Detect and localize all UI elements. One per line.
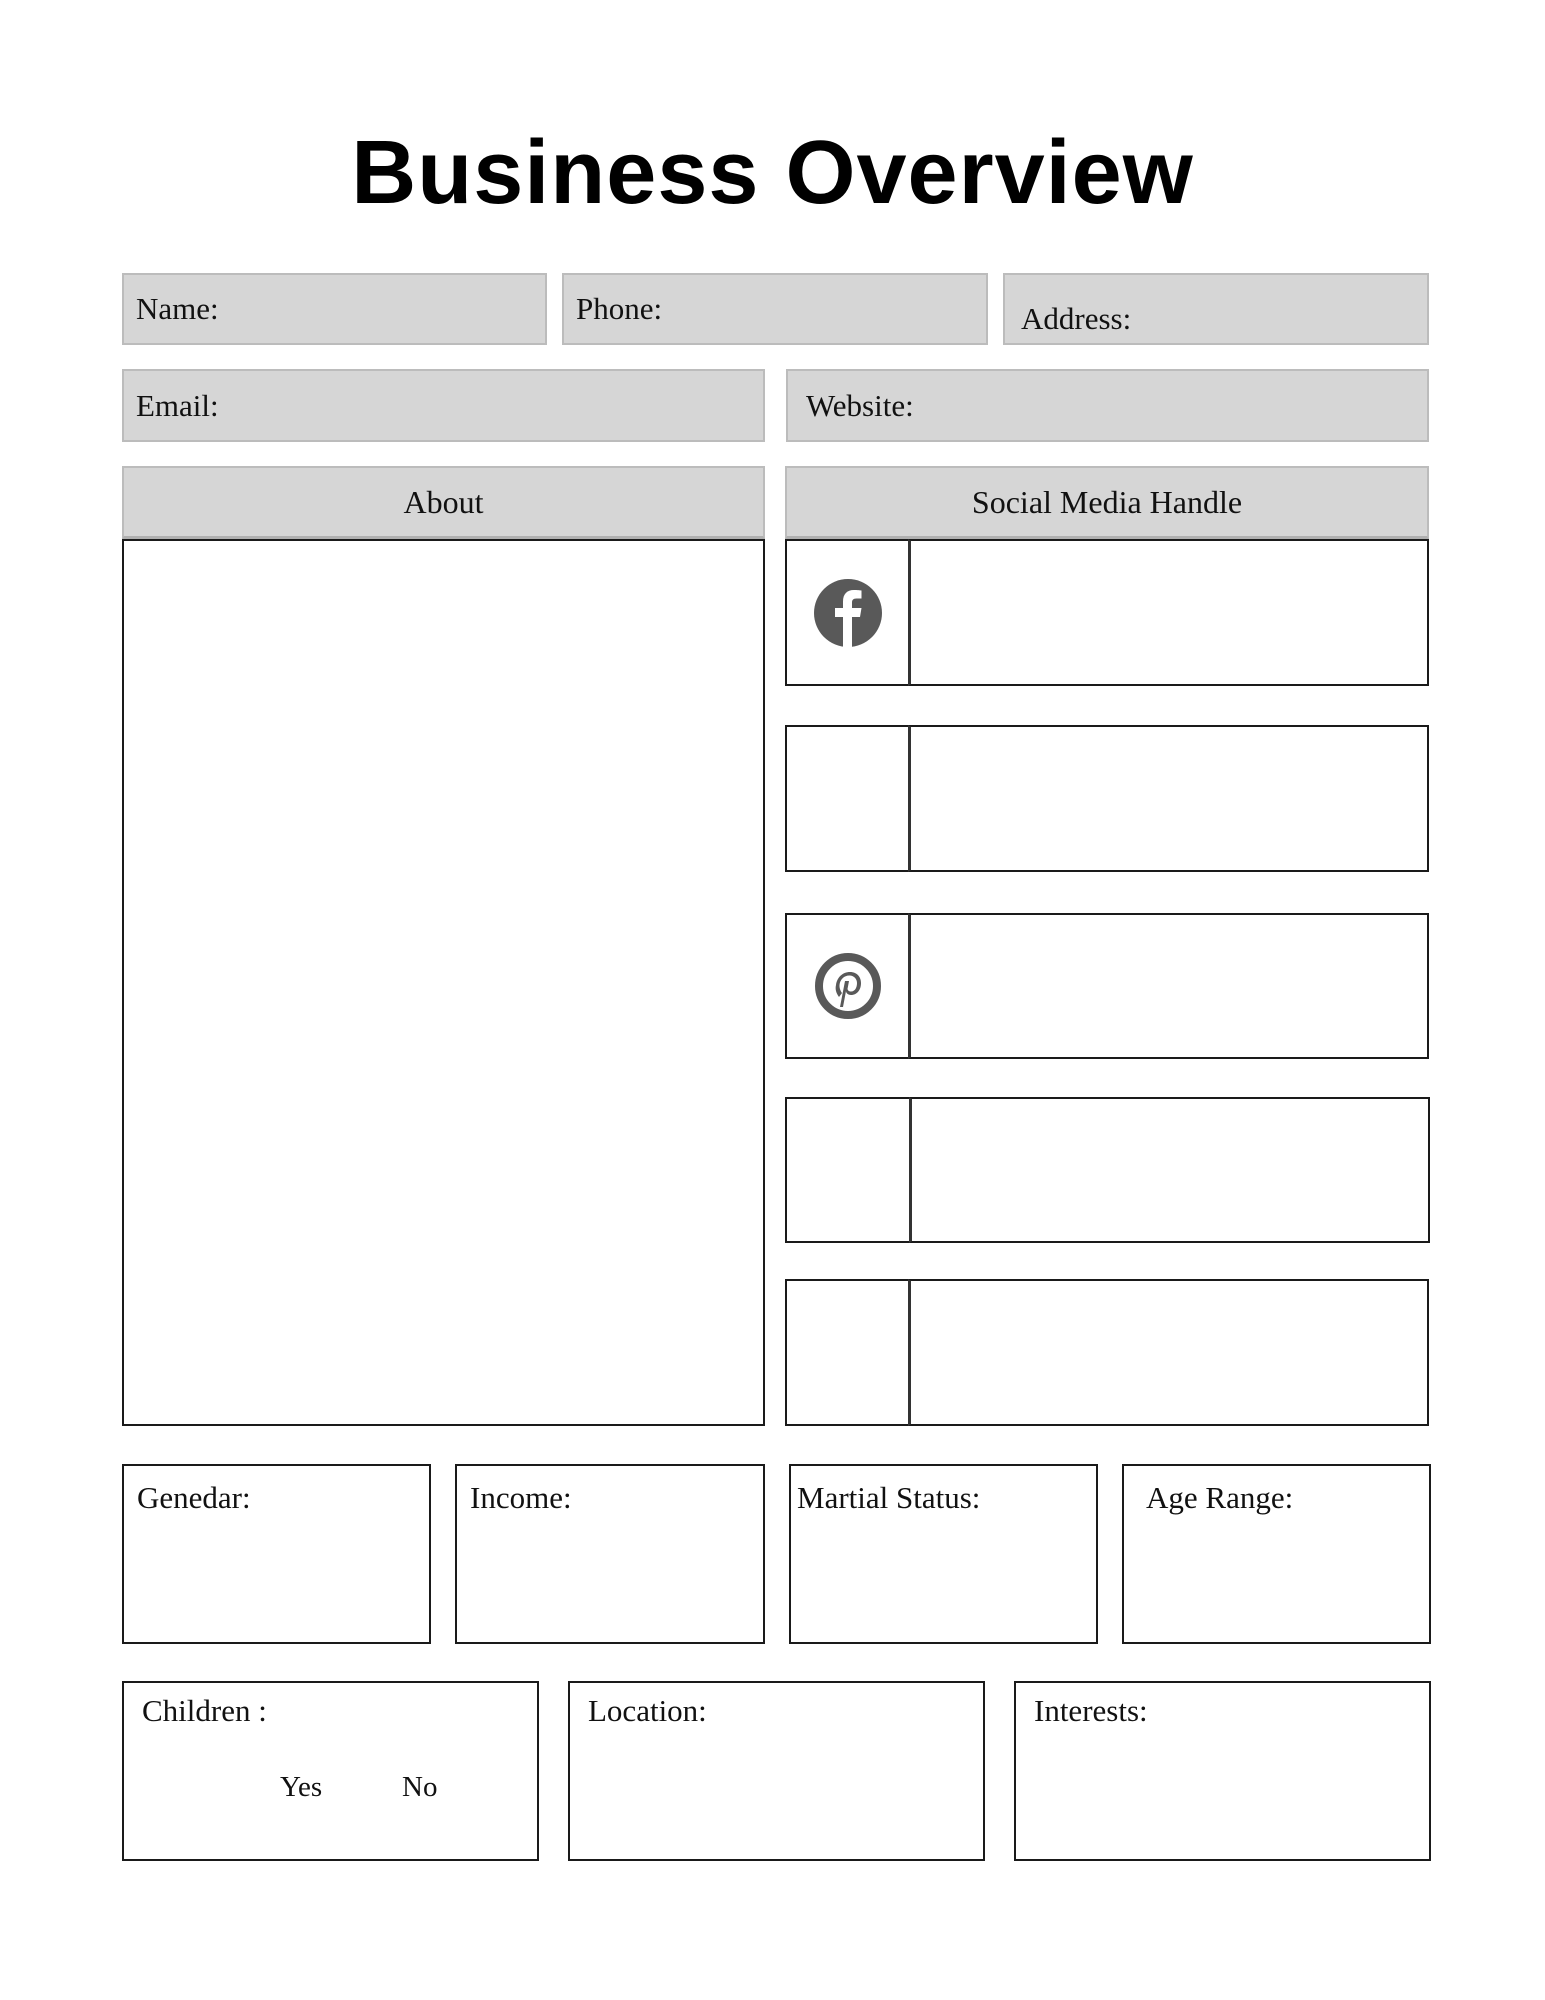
social-row-3-handle-input[interactable]: [908, 913, 1429, 1059]
location-label: Location:: [588, 1693, 707, 1728]
income-label: Income:: [470, 1480, 572, 1515]
social-row-5-handle-input[interactable]: [908, 1279, 1429, 1426]
gender-box[interactable]: [122, 1464, 431, 1644]
social-row-4-icon-cell: [785, 1097, 911, 1243]
age-range-label: Age Range:: [1146, 1480, 1294, 1515]
gender-label: Genedar:: [137, 1480, 251, 1515]
name-field[interactable]: [122, 273, 547, 345]
about-header: [122, 466, 765, 539]
email-label: Email:: [136, 387, 219, 423]
marital-status-label: Martial Status:: [797, 1480, 981, 1515]
address-field[interactable]: [1003, 273, 1429, 345]
age-range-box[interactable]: [1122, 1464, 1431, 1644]
page-title: Business Overview: [351, 123, 1194, 223]
social-row-2-icon-cell: [785, 725, 910, 872]
children-label: Children :: [142, 1693, 267, 1728]
interests-box[interactable]: [1014, 1681, 1431, 1861]
website-label: Website:: [806, 387, 914, 423]
about-textarea[interactable]: [122, 539, 765, 1426]
interests-label: Interests:: [1034, 1693, 1148, 1728]
social-media-header: [785, 466, 1429, 539]
social-row-4-handle-input[interactable]: [909, 1097, 1430, 1243]
location-box[interactable]: [568, 1681, 985, 1861]
social-row-2-handle-input[interactable]: [908, 725, 1429, 872]
social-row-5-icon-cell: [785, 1279, 910, 1426]
facebook-icon: [814, 579, 882, 647]
children-no-option[interactable]: No: [402, 1771, 438, 1803]
social-row-1-handle-input[interactable]: [908, 539, 1429, 686]
about-header-label: About: [403, 483, 484, 520]
phone-field[interactable]: [562, 273, 988, 345]
social-row-3-icon-cell: [785, 913, 910, 1059]
children-yes-option[interactable]: Yes: [280, 1771, 323, 1803]
social-media-header-label: Social Media Handle: [971, 483, 1243, 520]
social-row-1-icon-cell: [785, 539, 910, 686]
children-box: [122, 1681, 539, 1861]
name-label: Name:: [136, 291, 219, 326]
email-field[interactable]: [122, 369, 765, 442]
phone-label: Phone:: [576, 291, 663, 326]
pinterest-icon: [815, 953, 881, 1019]
address-label: Address:: [1021, 301, 1132, 336]
income-box[interactable]: [455, 1464, 765, 1644]
website-field[interactable]: [786, 369, 1429, 442]
marital-status-box[interactable]: [789, 1464, 1098, 1644]
